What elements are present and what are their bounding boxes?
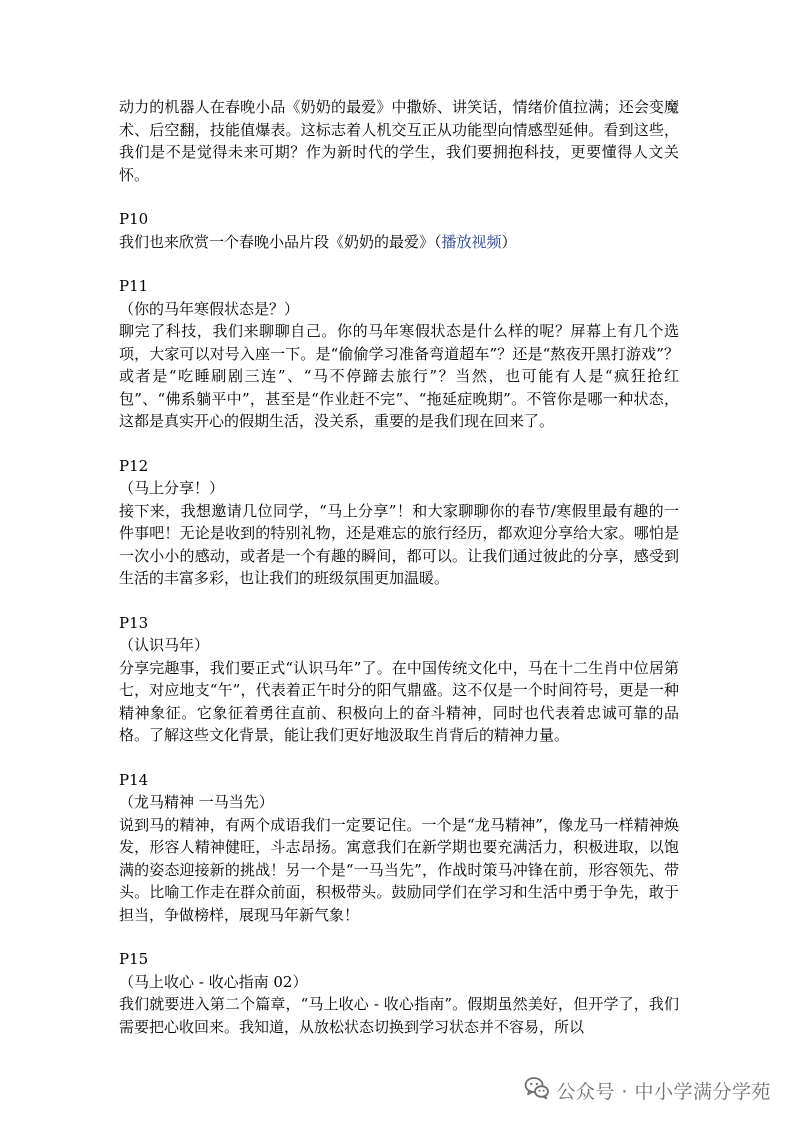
section-label: P13 bbox=[119, 613, 149, 632]
section-body: 分享完趣事，我们要正式“认识马年”了。在中国传统文化中，马在十二生肖中位居第七，对应地支“午”，代表着正午时分的阳气鼎盛。这不仅是一个时间符号，更是一种精神象征。它象征着勇往直前、积极向上的奋斗精神，同时也代表着忠诚可靠的品格。了解这些文化背景，能让我们更好地汲取生肖背后的精神力量。 bbox=[119, 658, 679, 744]
play-video-link[interactable]: 播放视频 bbox=[441, 232, 502, 251]
section-subtitle: （马上分享！） bbox=[119, 479, 225, 497]
watermark-text: 公众号 · 中小学满分学苑 bbox=[556, 1081, 771, 1103]
section-body bbox=[119, 231, 679, 254]
section-label: P10 bbox=[119, 210, 149, 228]
intro-paragraph: 动力的机器人在春晚小品《奶奶的最爱》中撒娇、讲笑话，情绪价值拉满；还会变魔术、后空翻，技能值爆表。这标志着人机交互正从功能型向情感型延伸。看到这些，我们是不是觉得未来可期？作为新时代的学生，我们要拥抱科技，更要懂得人文关怀。 bbox=[119, 98, 679, 184]
section-subtitle: （你的马年寒假状态是？） bbox=[119, 299, 300, 318]
section-p10 bbox=[119, 208, 679, 253]
watermark bbox=[524, 1075, 771, 1106]
section-label: P11 bbox=[119, 277, 149, 295]
section-subtitle: （马上收心 - 收心指南 02） bbox=[119, 972, 308, 991]
section-body-suffix: ） bbox=[501, 232, 517, 251]
section-body: 说到马的精神，有两个成语我们一定要记住。一个是“龙马精神”，像龙马一样精神焕发，形容人精神健旺，斗志昂扬。寓意我们在新学期也要充满活力，积极进取，以饱满的姿态迎接新的挑战！另一个是“一马当先”，作战时策马冲锋在前，形容领先、带头。比喻工作走在群众前面，积极带头。鼓励同学们在学习和生活中勇于争先，敢于担当，争做榜样，展现马年新气象！ bbox=[119, 815, 679, 924]
document-content bbox=[119, 96, 679, 1038]
section-p15 bbox=[119, 948, 679, 1038]
section-subtitle: （认识马年） bbox=[119, 636, 210, 654]
section-p11 bbox=[119, 275, 679, 433]
section-body: 我们就要进入第二个篇章，“马上收心 - 收心指南”。假期虽然美好，但开学了，我们需要把心收回来。我知道，从放松状态切换到学习状态并不容易，所以 bbox=[119, 995, 679, 1036]
section-body: 聊完了科技，我们来聊聊自己。你的马年寒假状态是什么样的呢？屏幕上有几个选项，大家可以对号入座一下。是“偷偷学习准备弯道超车”？还是“熬夜开黑打游戏”？或者是“吃睡刷剧三连”、“马不停蹄去旅行”？当然，也可能有人是“疯狂抢红包”、“佛系躺平中”，甚至是“作业赶不完”、“拖延症晚期”。不管你是哪一种状态，这都是真实开心的假期生活，没关系，重要的是我们现在回来了。 bbox=[119, 322, 679, 430]
section-label: P12 bbox=[119, 456, 149, 475]
section-body: 接下来，我想邀请几位同学，“马上分享”！和大家聊聊你的春节/寒假里最有趣的一件事吧！无论是收到的特别礼物，还是难忘的旅行经历，都欢迎分享给大家。哪怕是一次小小的感动，或者是一个有趣的瞬间，都可以。让我们通过彼此的分享，感受到生活的丰富多彩，也让我们的班级氛围更加温暖。 bbox=[119, 501, 679, 587]
wechat-icon bbox=[524, 1075, 550, 1106]
section-subtitle: （龙马精神 一马当先） bbox=[119, 793, 274, 811]
section-label: P15 bbox=[119, 950, 149, 968]
section-label: P14 bbox=[119, 770, 149, 789]
section-p14 bbox=[119, 769, 679, 927]
section-p13 bbox=[119, 612, 679, 747]
section-body-prefix: 我们也来欣赏一个春晚小品片段《奶奶的最爱》（ bbox=[119, 232, 442, 251]
section-p12 bbox=[119, 455, 679, 590]
